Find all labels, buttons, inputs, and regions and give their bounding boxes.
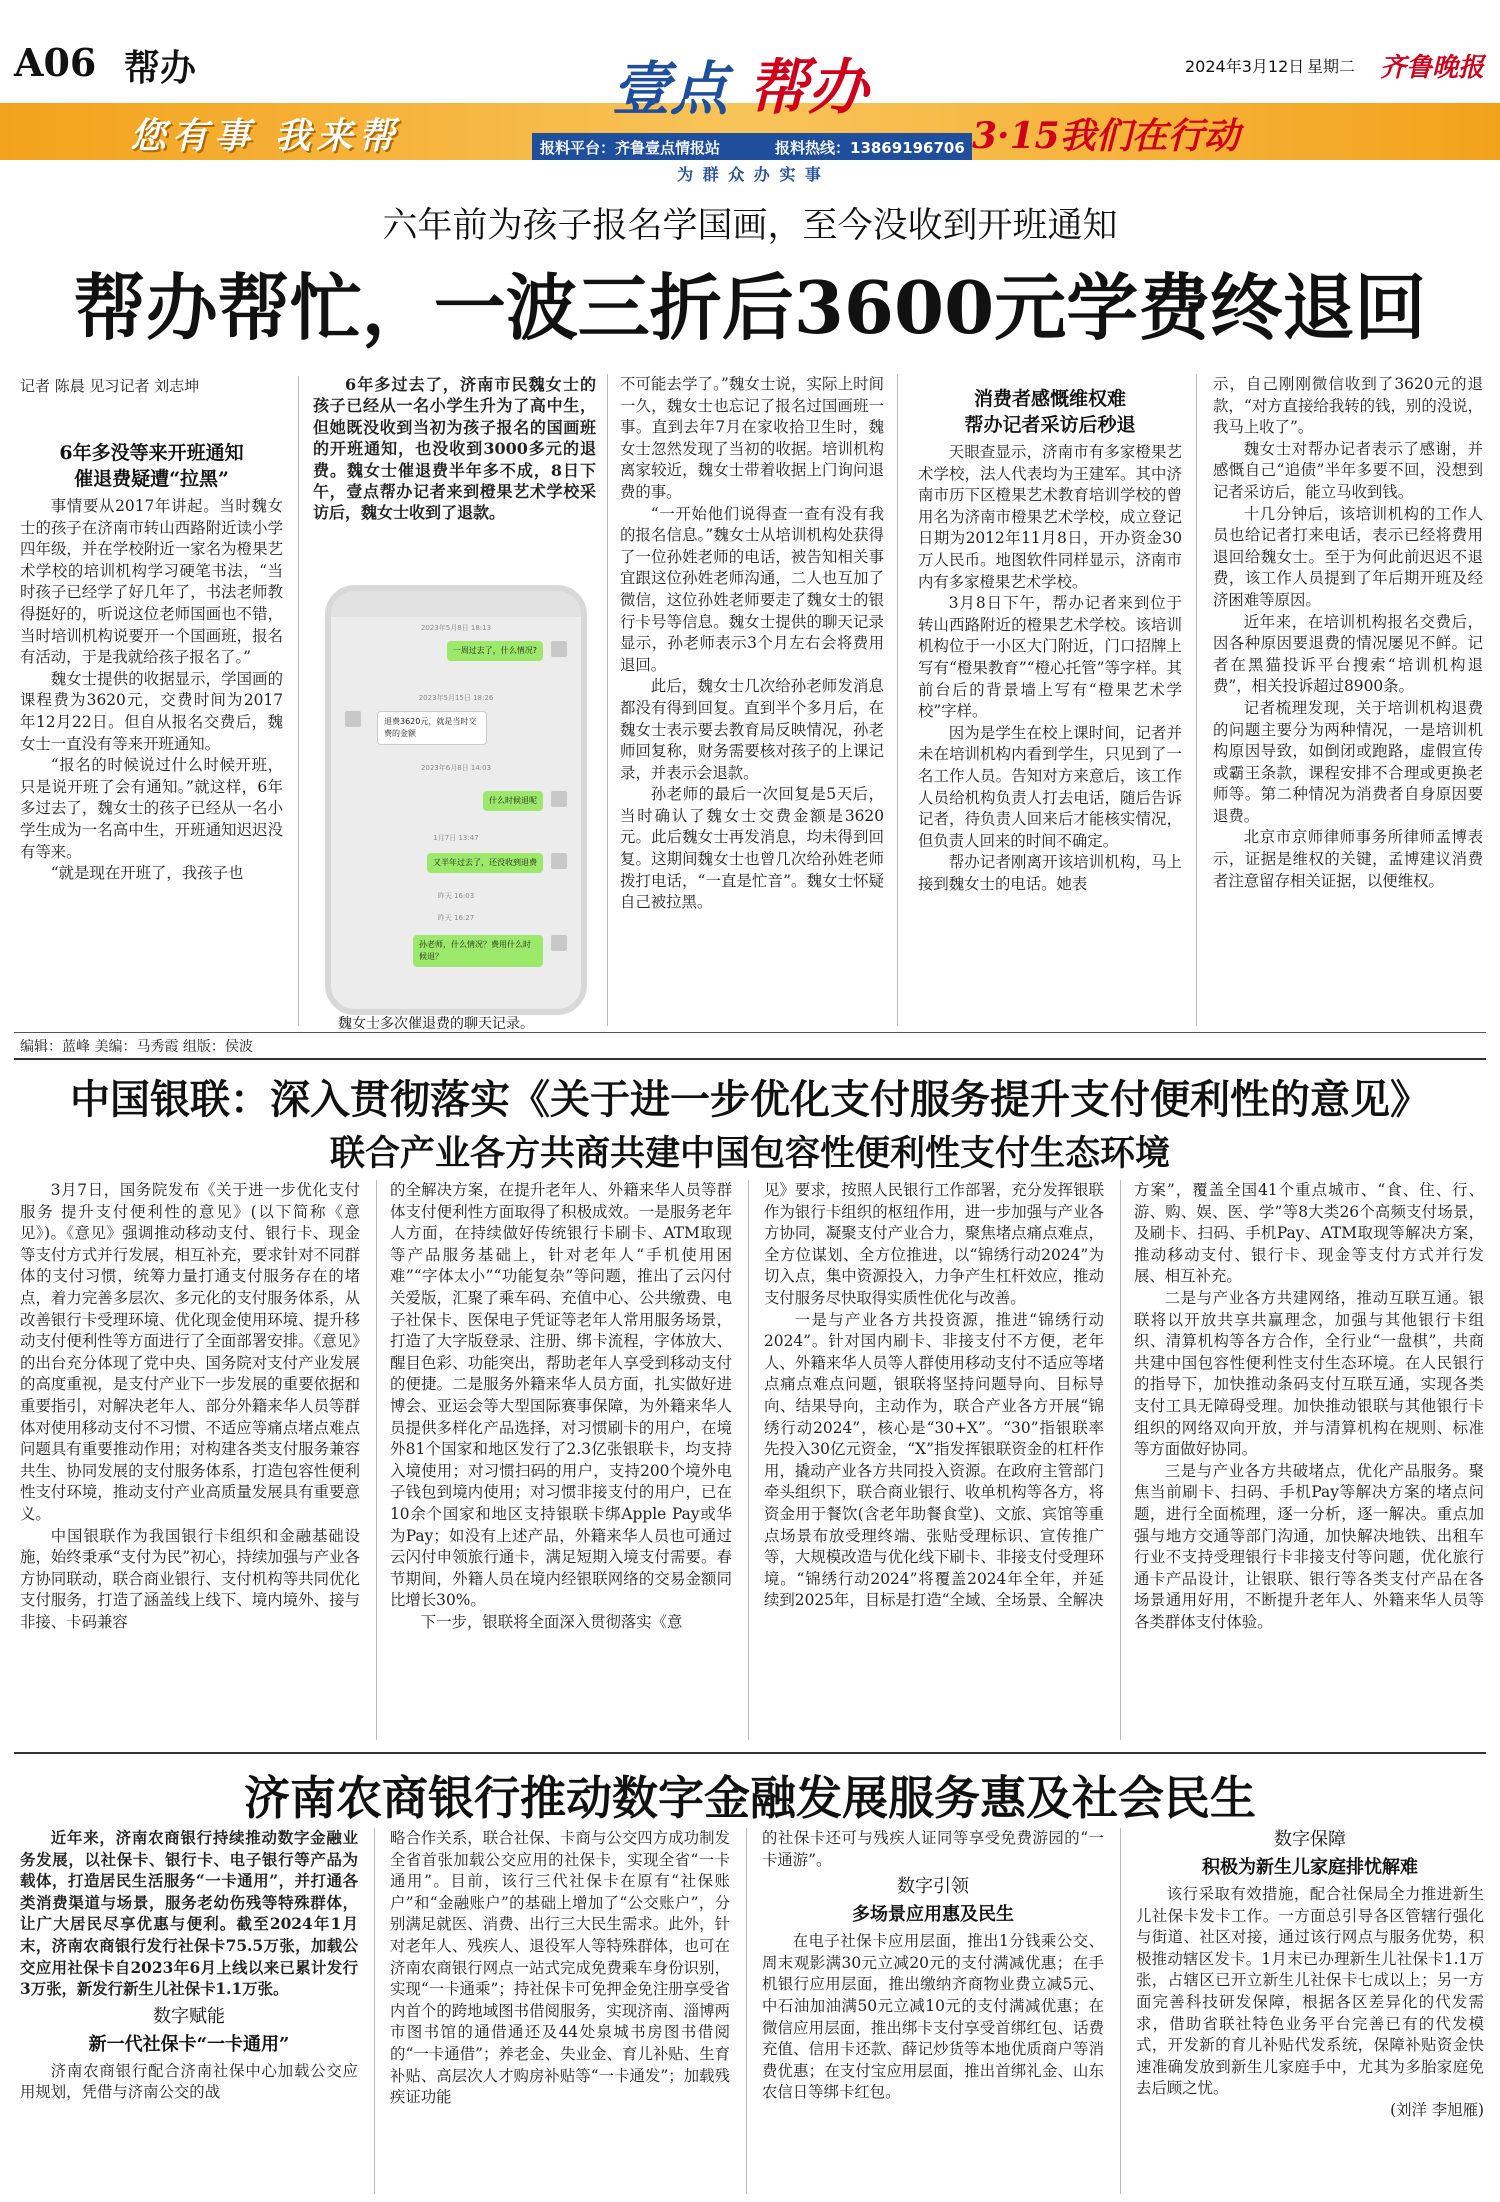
avatar: [551, 791, 567, 807]
a1-title: 帮办帮忙，一波三折后3600元学费终退回: [73, 265, 1427, 350]
a1-column-4: [918, 386, 1182, 1026]
paragraph: 见》要求，按照人民银行工作部署，充分发挥银联作为银行卡组织的枢纽作用，进一步加强与产业各方协同，凝聚支付产业合力，聚焦堵点痛点难点，全方位谋划、全方位推进，以“锦绣行动2024”为切入点，集中资源投入，力争产生杠杆效应，推动支付服务尽快取得实质性优化与改善。: [764, 1181, 1104, 1307]
a3-column-2: [390, 1828, 730, 2198]
a3-subhead-2: 多场景应用惠及民生: [852, 1904, 1014, 1926]
column-rule: [748, 1180, 749, 1740]
a1-subhead-1: 6年多没等来开班通知 催退费疑遭“拉黑”: [59, 442, 244, 490]
column-rule: [897, 374, 898, 1026]
paragraph: 魏女士对帮办记者表示了感谢，并感慨自己“追债”半年多要不回，没想到记者采访后，能立马收到钱。: [1213, 439, 1483, 501]
a3-subhead-3: 积极为新生儿家庭排忧解难: [1202, 1857, 1418, 1878]
paragraph: 三是与产业各方共破堵点，优化产品服务。聚焦当前刷卡、扫码、手机Pay等解决方案的堵点问题，进行全面梳理，逐一分析，逐一解决。重点加强与地方交通等部门沟通，加快解决地铁、出租车行业不支持受理银行卡非接支付等问题，优化旅行通卡产品设计，让银联、银行等各类支付产品在各场景通用好用，不断提升老年人、外籍来华人员等各类群体支付体验。: [1134, 1461, 1484, 1631]
campaign-tag: 3·15我们在行动: [972, 115, 1240, 157]
avatar: [345, 711, 361, 727]
a1-byline: 记者 陈晨 见习记者 刘志坤: [20, 377, 200, 395]
chat-time: 2023年5月15日 18:26: [418, 694, 494, 702]
paragraph: 魏女士提供的收据显示，学国画的课程费为3620元，交费时间为2017年12月22日。但自从报名交费后，魏女士一直没有等来开班通知。: [20, 669, 283, 753]
section-rule: [14, 1752, 1486, 1754]
paragraph: 3月7日，国务院发布《关于进一步优化支付服务 提升支付便利性的意见》(以下简称《意见》)。《意见》强调推动移动支付、银行卡、现金等支付方式并行发展，相互补充，要求针对不同群体的支付习惯，统筹力量打通支付服务存在的堵点，着力完善多层次、多元化的支付服务体系，从改善银行卡受理环境、优化现金使用环境、提升移动支付便利性等方面进行了全面部署安排。《意见》的出台充分体现了党中央、国务院对支付产业发展的高度重视，是支付产业下一步发展的重要依据和重要指引，对解决老年人、部分外籍来华人员等群体对使用移动支付不习惯、不适应等痛点堵点难点问题具有重要推动作用；对构建各类支付服务兼容共生、协同发展的支付服务体系，打造包容性便利性支付环境，推动支付产业高质量发展具有重要意义。: [20, 1181, 360, 1523]
a2-title: 中国银联：深入贯彻落实《关于进一步优化支付服务提升支付便利性的意见》: [70, 1076, 1430, 1123]
lead-paragraph: 6年多过去了，济南市民魏女士的孩子已经从一名小学生升为了高中生，但她既没收到当初为孩子报名的国画班的开班通知，也没收到3000多元的退费。魏女士催退费半年多不成，8日下午，壹点帮办记者来到橙果艺术学校采访后，魏女士收到了退款。: [313, 375, 596, 523]
chat-bubble-sent: 一周过去了，什么情况?: [447, 641, 543, 661]
a2-column-4: [1134, 1180, 1484, 1740]
paragraph: “就是现在开班了，我孩子也: [50, 864, 244, 883]
a2-column-2: [390, 1180, 732, 1740]
paragraph: 帮办记者刚离开该培训机构，马上接到魏女士的电话。她表: [918, 853, 1182, 893]
a1-subhead-2: 消费者感慨维权难 帮办记者采访后秒退: [964, 388, 1136, 436]
column-rule: [1196, 374, 1197, 1026]
a2-column-1: [20, 1180, 360, 1740]
brand-part-b: 帮办: [748, 53, 868, 123]
paragraph: 此后，魏女士几次给孙老师发消息都没有得到回复。直到半个多月后，在魏女士表示要去教育局反映情况，孙老师回复称，财务需要核对孩子的上课记录，并表示会退款。: [620, 677, 884, 782]
paragraph: 北京市京师律师事务所律师孟博表示，证据是维权的关键，孟博建议消费者注意留存相关证据，以便维权。: [1213, 828, 1483, 890]
editors-rule: [14, 1032, 1486, 1033]
hotline-platform: 报料平台：齐鲁壹点情报站: [540, 139, 721, 157]
a1-column-1: [20, 434, 283, 1034]
brand-part-a: 壹点: [612, 55, 729, 123]
paragraph: “报名的时候说过什么时候开班，只是说开班了会有通知。”就这样，6年多过去了，魏女士的孩子已经从一名小学生成为一名高中生，开班通知迟迟没有等来。: [20, 756, 283, 861]
chat-bubble-sent: 又半年过去了，还没收到退费: [427, 853, 543, 873]
a3-column-4: [1136, 1828, 1484, 2198]
section-rule: [14, 1058, 1486, 1060]
paragraph: 天眼查显示，济南市有多家橙果艺术学校，法人代表均为王建军。其中济南市历下区橙果艺术教育培训学校的曾用名为济南市橙果艺术学校，成立登记日期为2012年11月8日，开办资金30万人民币。地图软件同样显示，济南市内有多家橙果艺术学校。: [918, 443, 1182, 591]
paragraph: 的社保卡还可与残疾人证同等享受免费游园的“一卡通游”。: [762, 1829, 1104, 1869]
paragraph: 在电子社保卡应用层面，推出1分钱乘公交、周末观影满30元立减20元的支付满减优惠；在手机银行应用层面，推出缴纳齐商物业费立减5元、中石油加油满50元立减10元的支付满减优惠；在微信应用层面，推出绑卡支付享受首绑红包、话费充值、信用卡还款、薛记炒货等本地优质商户等消费优惠；在支付宝应用层面，推出首绑礼金、山东农信日等绑卡红包。: [762, 1932, 1104, 2102]
paragraph: 的全解决方案，在提升老年人、外籍来华人员等群体支付便利性方面取得了积极成效。一是服务老年人方面，在持续做好传统银行卡刷卡、ATM取现等产品服务基础上，针对老年人“手机使用困难”“字体太小”“功能复杂”等问题，推出了云闪付关爱版，汇聚了乘车码、充值中心、公共缴费、电子社保卡、医保电子凭证等老年人常用服务场景，打造了大字版登录、注册、绑卡流程，字体放大、醒目色彩、功能突出，帮助老年人享受到移动支付的便捷。二是服务外籍来华人员方面，扎实做好进博会、亚运会等大型国际赛事保障，为外籍来华人员提供多样化产品选择，对习惯刷卡的用户，在境外81个国家和地区发行了2.3亿张银联卡，均支持入境使用；对习惯扫码的用户，支持200个境外电子钱包到境内使用；对习惯非接支付的用户，已在10余个国家和地区支持银联卡绑Apple Pay或华为Pay；如没有上述产品，外籍来华人员也可通过云闪付申领旅行通卡，满足短期入境支付需要。春节期间，外籍人员在境内经银联网络的交易金额同比增长30%。: [390, 1181, 732, 1610]
header-motto: 为 群 众 办 实 事: [677, 165, 823, 184]
paragraph: 孙老师的最后一次回复是5天后，当时确认了魏女士交费金额是3620元。此后魏女士再发消息，均未得到回复。这期间魏女士也曾几次给孙姓老师拨打电话，“一直是忙音”。魏女士怀疑自己被拉黑。: [620, 785, 884, 912]
hotline-phone: 报料热线：13869196706: [775, 139, 965, 157]
newspaper-name: 齐鲁晚报: [1380, 53, 1485, 83]
avatar: [551, 641, 567, 657]
chat-bubble-sent: 孙老师，什么情况？费用什么时候退？: [413, 935, 543, 967]
lead-paragraph: 近年来，济南农商银行持续推动数字金融业务发展，以社保卡、银行卡、电子银行等产品为载体，打造居民生活服务“一卡通用”，并打通各类消费渠道与场景，服务老幼伤残等特殊群体，让广大居民尽享优惠与便利。截至2024年1月末，济南农商银行发行社保卡75.5万张，加载公交应用社保卡自2023年6月上线以来已累计发行3万张，新发行新生儿社保卡1.1万张。: [20, 1829, 358, 1999]
column-rule: [376, 1180, 377, 1740]
paragraph: 一是与产业各方共投资源，推进“锦绣行动2024”。针对国内刷卡、非接支付不方便，老年人、外籍来华人员等人群使用移动支付不适应等堵点痛点难点问题，银联将坚持问题导向、目标导向、结果导向，主动作为，联合产业各方开展“锦绣行动2024”，核心是“30+X”。“30”指银联率先投入30亿元资金，“X”指发挥银联资金的杠杆作用，撬动产业各方共同投入资源。在政府主管部门牵头组织下，联合商业银行、收单机构等各方，将资金用于餐饮(含老年助餐食堂)、文旅、宾馆等重点场景布放受理终端、张贴受理标识、宣传推广等，大规模改造与优化线下刷卡、非接支付受理环境。“锦绣行动2024”将覆盖2024年全年，并延续到2025年，目标是打造“全域、全场景、全解决: [764, 1310, 1104, 1610]
column-rule: [746, 1828, 747, 2194]
a3-title: 济南农商银行推动数字金融发展服务惠及社会民生: [244, 1771, 1256, 1825]
a3-subhead-1: 新一代社保卡“一卡通用”: [88, 2033, 290, 2055]
a2-column-3: [764, 1180, 1104, 1740]
header-slogan: 您有事 我来帮: [130, 115, 401, 157]
author-credit: (刘洋 李旭雁): [1390, 2100, 1484, 2119]
paragraph: 近年来，在培训机构报名交费后，因各种原因要退费的情况屡见不鲜。记者在黑猫投诉平台搜索“培训机构退费”，相关投诉超过8900条。: [1213, 612, 1483, 696]
a1-lead: [313, 374, 596, 566]
chat-time: 2023年5月8日 18:13: [420, 624, 492, 632]
issue-date: 2024年3月12日: [1185, 57, 1305, 76]
paragraph: 该行采取有效措施，配合社保局全力推进新生儿社保卡发卡工作。一方面总引导各区管辖行强化与街道、社区对接，通过该行网点与服务优势，积极推动辖区发卡。1月末已办理新生儿社保卡1.1万张，占辖区已开立新生儿社保卡七成以上；另一方面完善科技研发保障，根据各区差异化的代发需求，借助省联社特色业务平台完善已有的代发模式，开发新的育儿补贴代发系统，保障补贴资金快速准确发放到新生儿家庭手中，尤其为多胎家庭免去后顾之忧。: [1136, 1885, 1484, 2098]
paragraph: 记者梳理发现，关于培训机构退费的问题主要分为两种情况，一是培训机构原因导致，如倒闭或跑路，虚假宣传或霸王条款，课程安排不合理或更换老师等。第二种情况为消费者自身原因要退费。: [1213, 698, 1483, 825]
paragraph: 下一步，银联将全面深入贯彻落实《意: [420, 1612, 683, 1631]
column-rule: [374, 1828, 375, 2194]
issue-weekday: 星期二: [1307, 57, 1356, 76]
paragraph: 二是与产业各方共建网络，推动互联互通。银联将以开放共享共赢理念，加强与其他银行卡组织、清算机构等各方合作，全行业“一盘棋”，共商共建中国包容性便利性支付生态环境。在人民银行的指导下，加快推动条码支付互联互通，实现各类支付工具无障碍受理。加快推动银联与其他银行卡组织的网络双向开放，并与清算机构在规则、标准等方面做好协同。: [1134, 1288, 1484, 1459]
paragraph: 事情要从2017年讲起。当时魏女士的孩子在济南市转山西路附近读小学四年级，并在学校附近一家名为橙果艺术学校的培训机构学习硬笔书法，“当时孩子已经学了好几年了，书法老师教得挺好的，听说这位老师国画也不错，当时培训机构说要开一个国画班，报名有活动，于是我就给孩子报名了。”: [20, 497, 283, 667]
paragraph: 方案”，覆盖全国41个重点城市、“食、住、行、游、购、娱、医、学”等8大类26个高频支付场景，及刷卡、扫码、手机Pay、ATM取现等解决方案，推动移动支付、银行卡、现金等支付方式并行发展、相互补充。: [1134, 1181, 1484, 1286]
paragraph: 济南农商银行配合济南社保中心加载公交应用规划，凭借与济南公交的战: [20, 2061, 358, 2102]
column-rule: [298, 376, 299, 1026]
paragraph: 3月8日下午，帮办记者来到位于转山西路附近的橙果艺术学校。该培训机构位于一小区大门附近，门口招牌上写有“橙果教育”“橙心托管”等字样。其前台后的背景墙上写有“橙果艺术学校”字样。: [918, 594, 1182, 721]
column-rule: [1120, 1828, 1121, 2194]
paragraph: 略合作关系，联合社保、卡商与公交四方成功制发全省首张加载公交应用的社保卡，实现全省“一卡通用”。目前，该行三代社保卡在原有“社保账户”和“金融账户”的基础上增加了“公交账户”，分别满足就医、消费、出行三大民生需求。此外，针对老年人、残疾人、退役军人等特殊群体，也可在济南农商银行网点一站式完成免费乘车身份识别，实现“一卡通乘”；持社保卡可免押金免注册享受省内首个的跨地域图书借阅服务，实现济南、淄博两市图书馆的通借通还及44处泉城书房图书借阅的“一卡通借”；养老金、失业金、育儿补贴、生育补贴、高层次人才购房补贴等“一卡通发”；加载残疾证功能: [390, 1829, 730, 2107]
chat-bubble-sent: 什么时候退呢: [483, 791, 543, 811]
paragraph: 中国银联作为我国银行卡组织和金融基础设施，始终秉承“支付为民”初心，持续加强与产业各方协同联动，联合商业银行、支付机构等共同优化支付服务，打造了涵盖线上线下、境内境外、接与非接、卡码兼容: [20, 1526, 360, 1631]
paragraph: 十几分钟后，该培训机构的工作人员也给记者打来电话，表示已经将费用退回给魏女士。至于为何此前迟迟不退费，该工作人员提到了年后期开班及经济困难等原因。: [1213, 504, 1483, 609]
paragraph: 示，自己刚刚微信收到了3620元的退款，“对方直接给我转的钱，别的没说，我马上收了”。: [1213, 375, 1483, 437]
editors-credit: 编辑：蓝峰 美编：马秀霞 组版：侯波: [20, 1039, 253, 1055]
chat-screenshot: [325, 585, 587, 1015]
chat-time: 2023年6月8日 14:03: [420, 764, 492, 772]
paragraph: 不可能去学了。”魏女士说，实际上时间一久，魏女士也忘记了报名过国画班一事。直到去年7月在家收拾卫生时，魏女士忽然发现了当初的收据。培训机构离家较近，魏女士带着收据上门询问退费的事。: [620, 375, 884, 501]
a3-column-3: [762, 1828, 1104, 2198]
chat-time: 1月7日 13:47: [433, 834, 479, 842]
chat-time: 昨天 16:03: [437, 892, 475, 900]
page-number: A06: [14, 40, 97, 85]
a3-subhead-label: 数字保障: [1274, 1829, 1346, 1850]
column-rule: [1120, 1180, 1121, 1740]
section-name: 帮办: [124, 47, 197, 89]
paragraph: “一开始他们说得查一查有没有我的报名信息。”魏女士从培训机构处获得了一位孙姓老师的电话，被告知相关事宜跟这位孙姓老师沟通，二人也互加了微信，这位孙姓老师要走了魏女士的银行卡号等信息。魏女士提供的聊天记录显示，孙老师表示3个月左右会将费用退回。: [620, 504, 884, 674]
chat-top-bar: [331, 591, 581, 617]
chat-bubble-received: 退费3620元，就是当时交费的金额: [377, 711, 487, 745]
avatar: [551, 935, 567, 951]
a3-column-1: [20, 1828, 358, 2198]
brand-logo: [612, 42, 892, 122]
paragraph: 因为是学生在校上课时间，记者并未在培训机构内看到学生，只见到了一名工作人员。告知对方来意后，该工作人员给机构负责人打去电话，随后告诉记者，待负责人回来后才能核实情况，但负责人回来的时间不确定。: [918, 723, 1182, 850]
column-rule: [607, 374, 608, 1026]
a3-subhead-label: 数字引领: [897, 1876, 969, 1898]
a1-column-3: [620, 374, 884, 1024]
avatar: [551, 853, 567, 869]
a2-subtitle: 联合产业各方共商共建中国包容性便利性支付生态环境: [329, 1133, 1170, 1174]
chat-caption: 魏女士多次催退费的聊天记录。: [338, 1016, 534, 1032]
a1-column-5: [1213, 374, 1483, 1024]
a1-kicker: 六年前为孩子报名学国画，至今没收到开班通知: [382, 206, 1118, 246]
a3-subhead-label: 数字赋能: [153, 2005, 225, 2027]
chat-time: 昨天 16:27: [437, 914, 475, 922]
